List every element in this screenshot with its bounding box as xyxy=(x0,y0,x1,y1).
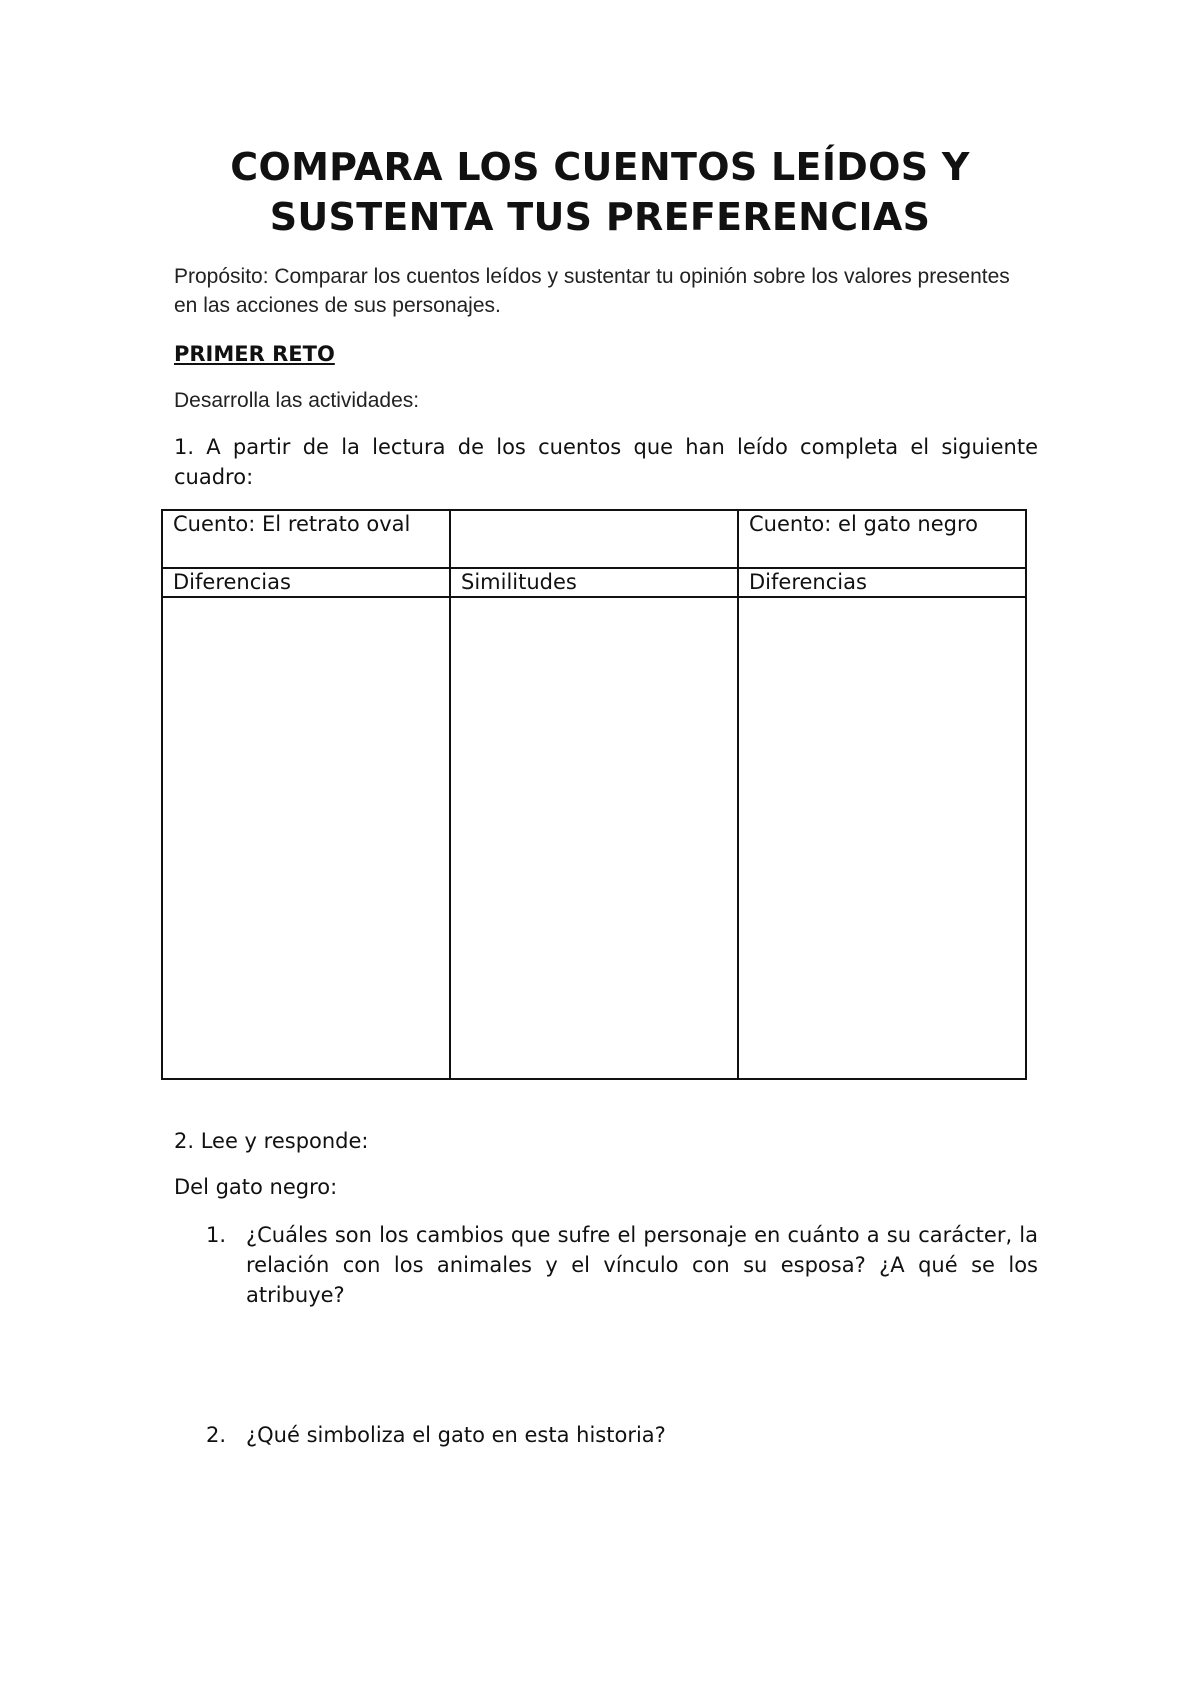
question-number: 2. xyxy=(206,1423,227,1447)
comparison-table xyxy=(161,509,1027,1080)
header-similarities: Similitudes xyxy=(450,568,738,597)
activity-2-text: 2. Lee y responde: xyxy=(174,1129,369,1153)
page-title xyxy=(160,142,1040,242)
story-middle-cell xyxy=(450,510,738,568)
story-subheading: Del gato negro: xyxy=(174,1175,338,1199)
activity-1-text: 1. A partir de la lectura de los cuentos que han leído completa el siguiente cuadro: xyxy=(174,435,1038,489)
story-right-cell: Cuento: el gato negro xyxy=(738,510,1026,568)
question-item-2 xyxy=(174,1420,1038,1450)
instruction-text: Desarrolla las actividades: xyxy=(174,389,420,412)
table-answer-row xyxy=(162,597,1026,1079)
title-line-2: SUSTENTA TUS PREFERENCIAS xyxy=(269,195,931,239)
challenge-heading: PRIMER RETO xyxy=(174,342,335,366)
story-left-cell: Cuento: El retrato oval xyxy=(162,510,450,568)
answer-cell-similarities[interactable] xyxy=(450,597,738,1079)
header-differences-left: Diferencias xyxy=(162,568,450,597)
question-number: 1. xyxy=(206,1223,227,1247)
question-text: ¿Qué simboliza el gato en esta historia? xyxy=(246,1423,666,1447)
answer-cell-differences-right[interactable] xyxy=(738,597,1026,1079)
question-text: ¿Cuáles son los cambios que sufre el personaje en cuánto a su carácter, la relación con los animales y el vínculo con su esposa? ¿A qué se los atribuye? xyxy=(246,1223,1038,1307)
purpose-text: Propósito: Comparar los cuentos leídos y sustentar tu opinión sobre los valores presentes en las acciones de sus personajes. xyxy=(174,265,1010,317)
title-line-1: COMPARA LOS CUENTOS LEÍDOS Y xyxy=(230,145,970,189)
table-title-row xyxy=(162,510,1026,568)
table-header-row xyxy=(162,568,1026,597)
answer-cell-differences-left[interactable] xyxy=(162,597,450,1079)
header-differences-right: Diferencias xyxy=(738,568,1026,597)
question-item-1 xyxy=(174,1220,1038,1310)
